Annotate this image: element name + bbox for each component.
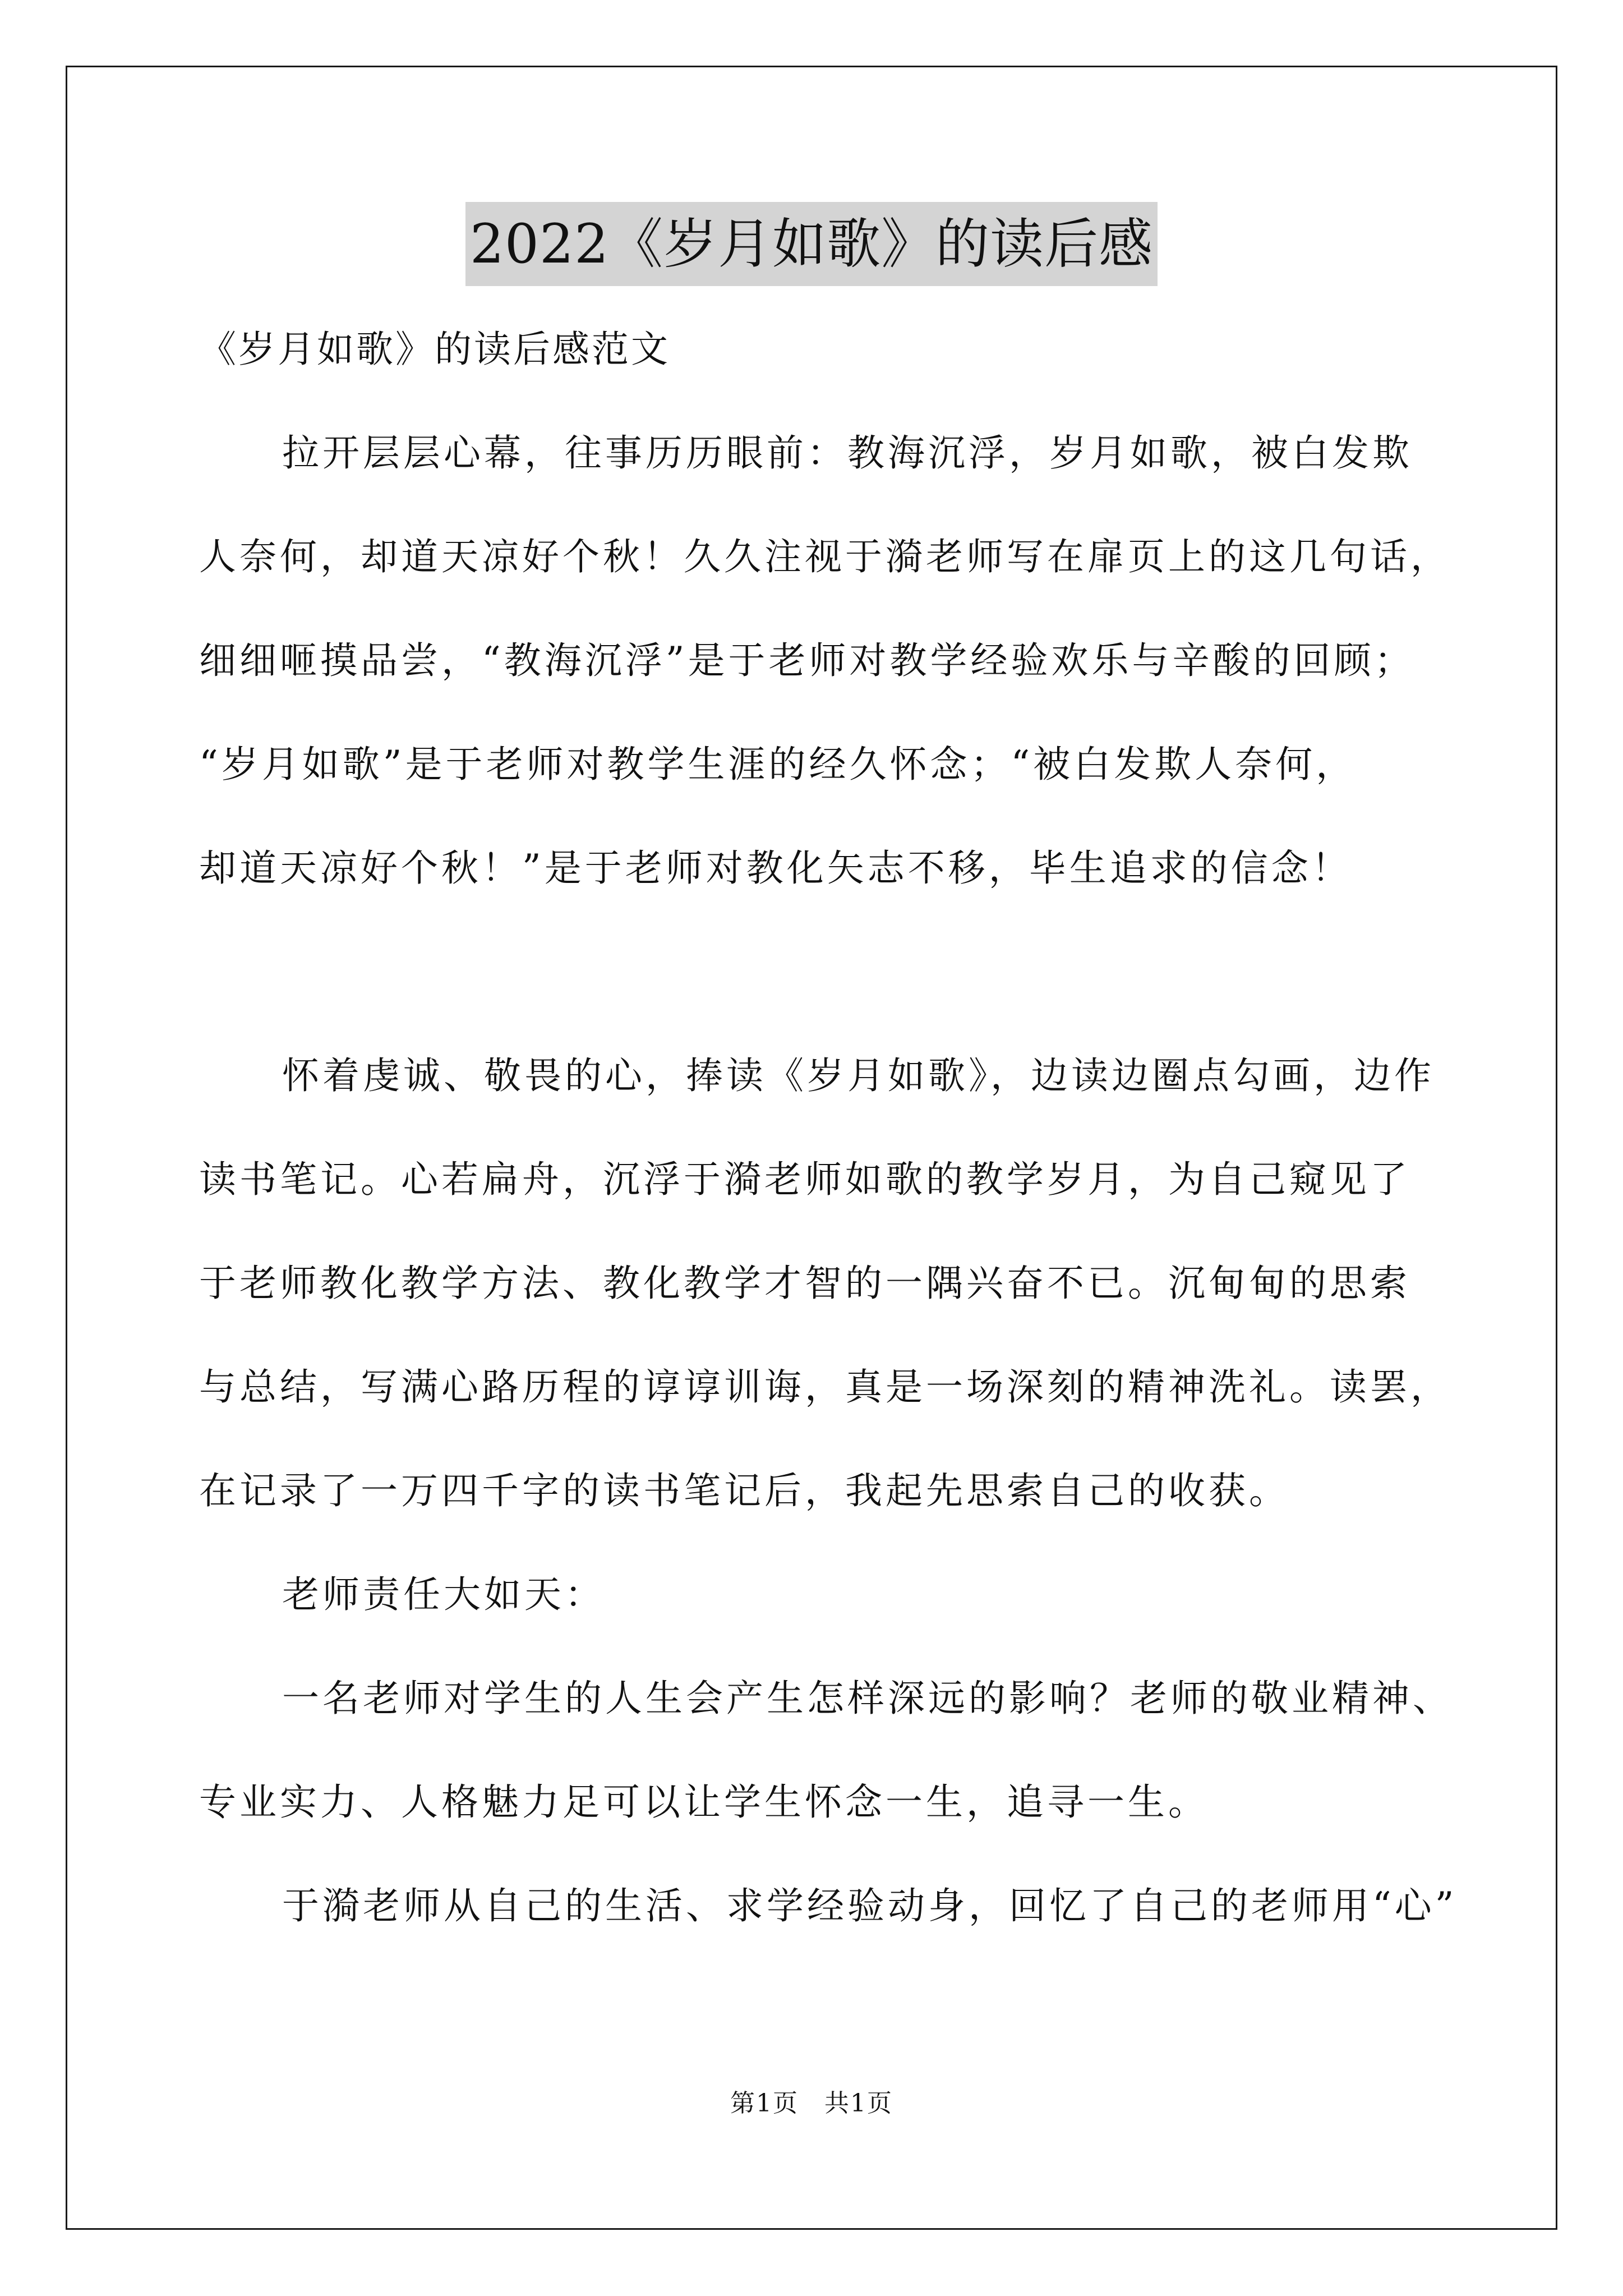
paragraph-spacer [199,920,1436,1024]
paragraph-2 [199,1024,1451,1543]
title-container [0,202,1623,286]
paragraph-line: 老师责任大如天： [282,1573,605,1616]
page-number-footer: 第1页 共1页 [730,2089,893,2118]
document-body [199,297,1458,1958]
document-subtitle: 《岁月如歌》的读后感范文 [199,328,670,371]
paragraph-1 [199,401,1451,920]
paragraph-line: 读书笔记。心若扁舟，沉浮于漪老师如歌的教学岁月，为自己窥见了 [199,1158,1410,1201]
paragraph-line: 却道天凉好个秋！”是于老师对教化矢志不移，毕生追求的信念！ [199,846,1352,890]
paragraph-line: 在记录了一万四千字的读书笔记后，我起先思索自己的收获。 [199,1469,1289,1512]
paragraph-line: 怀着虔诚、敬畏的心，捧读《岁月如歌》，边读边圈点勾画，边作 [282,1054,1435,1097]
paragraph-5 [199,1854,1458,1958]
document-title: 2022《岁月如歌》的读后感 [465,202,1158,286]
paragraph-line: 于漪老师从自己的生活、求学经验动身，回忆了自己的老师用“心” [282,1884,1458,1927]
paragraph-line: 人奈何，却道天凉好个秋！久久注视于漪老师写在扉页上的这几句话， [199,535,1451,578]
paragraph-line: “岁月如歌”是于老师对教学生涯的经久怀念；“被白发欺人奈何， [199,743,1357,786]
paragraph-3 [199,1543,1436,1646]
paragraph-4 [199,1646,1453,1854]
paragraph-line: 细细咂摸品尝，“教海沉浮”是于老师对教学经验欢乐与辛酸的回顾； [199,639,1415,682]
paragraph-line: 与总结，写满心路历程的谆谆训诲，真是一场深刻的精神洗礼。读罢， [199,1365,1451,1409]
paragraph-line: 于老师教化教学方法、教化教学才智的一隅兴奋不已。沉甸甸的思索 [199,1262,1410,1305]
paragraph-line: 专业实力、人格魅力足可以让学生怀念一生，追寻一生。 [199,1780,1209,1824]
paragraph-line: 拉开层层心幕，往事历历眼前：教海沉浮，岁月如歌，被白发欺 [282,431,1413,475]
paragraph-line: 一名老师对学生的人生会产生怎样深远的影响？老师的敬业精神、 [282,1677,1453,1720]
